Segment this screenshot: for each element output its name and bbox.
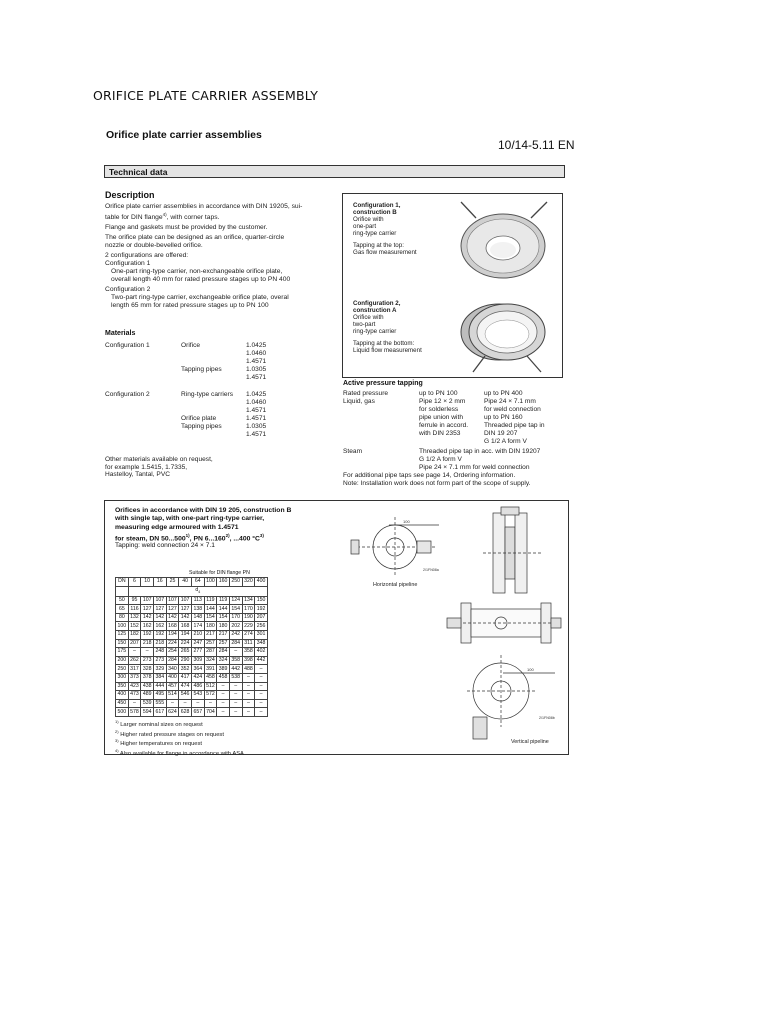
materials-heading: Materials xyxy=(105,330,136,337)
table-cell: 144 xyxy=(206,605,215,612)
table-cell: 400 xyxy=(117,691,127,698)
table-cell: 265 xyxy=(180,648,190,655)
table-cell: 657 xyxy=(193,708,203,715)
table-cell: 125 xyxy=(117,631,127,638)
table-cell: 555 xyxy=(155,700,165,707)
table-subheader-row xyxy=(116,586,268,596)
table-cell: 107 xyxy=(168,596,177,603)
table-cell: 617 xyxy=(155,708,165,715)
table-cell: 458 xyxy=(206,674,215,681)
table-cell: 398 xyxy=(244,657,253,664)
table-cell: – xyxy=(179,699,192,708)
table-cell: – xyxy=(229,699,242,708)
table-cell: – xyxy=(255,673,268,682)
table-cell: – xyxy=(242,708,255,717)
table-cell: 210 xyxy=(193,631,203,638)
tapping-note: Tapping: weld connection 24 × 7.1 xyxy=(115,542,215,549)
table-subheader-cell: $d_4$ xyxy=(128,586,267,596)
dim-label-a: 100 xyxy=(403,519,410,524)
table-cell: 218 xyxy=(142,639,152,646)
table-cell: 473 xyxy=(130,691,139,698)
table-cell: 256 xyxy=(256,622,266,629)
table-cell: – xyxy=(217,691,230,700)
table-cell: 402 xyxy=(256,648,266,655)
table-cell: 423 xyxy=(130,682,139,689)
table-header-cell: 160 xyxy=(218,578,228,585)
table-row xyxy=(116,613,268,622)
table-cell: – xyxy=(255,691,268,700)
table-cell: – xyxy=(128,699,141,708)
table-cell: 154 xyxy=(206,614,215,621)
dim-label-b: 100 xyxy=(527,667,534,672)
table-cell: 162 xyxy=(142,622,152,629)
table-cell: 488 xyxy=(244,665,253,672)
doc-code: 10/14-5.11 EN xyxy=(498,138,575,152)
fig-code-b: 2/1FN08b xyxy=(539,716,555,720)
table-cell: 107 xyxy=(180,596,190,603)
table-cell: 317 xyxy=(130,665,139,672)
table-row xyxy=(116,631,268,640)
lower-title: Orifices in accordance with DIN 19 205, construction B with single tap, with one-part ring-type carrier, measuring edge armoured with 1.4571 for steam, DN 50...500$^{1)}$, PN 6...160$^{2)}$, ...400 $^\circ C^{3)}$ xyxy=(115,507,292,543)
table-cell: 309 xyxy=(193,657,203,664)
table-cell: – xyxy=(255,708,268,717)
table-cell: 514 xyxy=(168,691,177,698)
doc-title: Orifice plate carrier assemblies xyxy=(106,129,262,141)
table-cell: 417 xyxy=(180,674,190,681)
table-cell: 373 xyxy=(130,674,139,681)
table-cell: 539 xyxy=(142,700,152,707)
table-cell: – xyxy=(128,648,141,657)
table-cell: 254 xyxy=(168,648,177,655)
configuration-figure xyxy=(342,193,563,378)
description-heading: Description xyxy=(105,190,155,200)
table-cell: 257 xyxy=(218,639,228,646)
table-cell: – xyxy=(229,708,242,717)
table-cell: 144 xyxy=(218,605,228,612)
table-cell: – xyxy=(255,682,268,691)
table-cell: 217 xyxy=(206,631,215,638)
table-cell: 168 xyxy=(180,622,190,629)
table-cell: 438 xyxy=(142,682,152,689)
table-cell: 458 xyxy=(218,674,228,681)
table-row xyxy=(116,605,268,614)
table-cell: 217 xyxy=(218,631,228,638)
table-cell: 170 xyxy=(231,614,241,621)
table-cell: 594 xyxy=(142,708,152,715)
table-cell: 391 xyxy=(206,665,215,672)
table-cell: 170 xyxy=(244,605,253,612)
table-cell: 262 xyxy=(130,657,139,664)
table-header-cell: 250 xyxy=(231,578,241,585)
table-header-cell: 100 xyxy=(206,578,215,585)
table-cell: 194 xyxy=(180,631,190,638)
table-cell: – xyxy=(255,665,268,674)
page-heading: ORIFICE PLATE CARRIER ASSEMBLY xyxy=(93,88,319,103)
table-cell: 138 xyxy=(193,605,203,612)
table-cell: 273 xyxy=(142,657,152,664)
table-cell: 442 xyxy=(231,665,241,672)
config1-text: Configuration 1, construction B Orifice with one-part ring-type carrier Tapping at the top: Gas flow measurement xyxy=(353,202,417,256)
table-cell: 287 xyxy=(206,648,215,655)
table-cell: 389 xyxy=(218,665,228,672)
table-cell: 200 xyxy=(117,657,127,664)
table-cell: 127 xyxy=(168,605,177,612)
table-cell: 150 xyxy=(256,596,266,603)
table-cell: 229 xyxy=(244,622,253,629)
table-cell: – xyxy=(229,682,242,691)
table-cell: 190 xyxy=(244,614,253,621)
table-cell: 324 xyxy=(218,657,228,664)
table-row xyxy=(116,596,268,605)
table-cell: 457 xyxy=(168,682,177,689)
table-cell: 364 xyxy=(193,665,203,672)
table-cell: 578 xyxy=(130,708,139,715)
table-cell: 284 xyxy=(231,639,241,646)
dimensions-table xyxy=(115,577,268,717)
table-cell: 127 xyxy=(180,605,190,612)
table-row xyxy=(116,622,268,631)
description-text: Orifice plate carrier assemblies in accordance with DIN 19205, sui- table for DIN flange$^{4)}$, with corner taps. Flange and gaskets must be provided by the customer. The orifice plate can be designed as an orifice, quarter-circle nozzle or double-bevelled orifice. 2 configurations are offered: Configuration 1 One-part ring-type carrier, non-exchangeable orifice plate, overall length 40 mm for rated pressure stages up to PN 400 Configuration 2 Two-part ring-type carrier, exchangeable orifice plate, overal length 65 mm for rated pressure stages up to PN 100 xyxy=(105,203,303,310)
table-cell: – xyxy=(242,682,255,691)
table-cell: 150 xyxy=(117,639,127,646)
table-cell: 500 xyxy=(117,708,127,715)
table-cell: 489 xyxy=(142,691,152,698)
table-cell: 207 xyxy=(130,639,139,646)
table-cell: 378 xyxy=(142,674,152,681)
table-cell: 207 xyxy=(256,614,266,621)
table-cell: 474 xyxy=(180,682,190,689)
table-cell: – xyxy=(204,699,217,708)
table-cell: 311 xyxy=(242,639,255,648)
active-pressure-heading: Active pressure tapping xyxy=(343,380,423,387)
table-cell: 486 xyxy=(193,682,203,689)
table-header-cell: 40 xyxy=(179,578,192,587)
technical-data-bar: Technical data xyxy=(104,165,565,178)
table-cell: 300 xyxy=(117,674,127,681)
table-cell: 546 xyxy=(180,691,190,698)
table-cell: – xyxy=(191,699,204,708)
table-cell: 175 xyxy=(117,648,127,655)
fig-code-a: 2/1FN08a xyxy=(423,568,439,572)
table-cell: 127 xyxy=(142,605,152,612)
table-cell: 194 xyxy=(168,631,177,638)
datasheet-lower xyxy=(104,500,569,758)
table-cell: 113 xyxy=(191,596,204,605)
table-row xyxy=(116,673,268,682)
table-cell: 192 xyxy=(142,631,152,638)
table-cell: 444 xyxy=(155,682,165,689)
table-cell: 348 xyxy=(256,639,266,646)
table-header-cell: DN xyxy=(116,578,129,587)
table-cell: 538 xyxy=(231,674,241,681)
table-cell: 134 xyxy=(244,596,253,603)
table-cell: 495 xyxy=(155,691,165,698)
table-cell: 192 xyxy=(256,605,266,612)
table-cell: 512 xyxy=(206,682,215,689)
table-header-cell: 6 xyxy=(128,578,141,587)
table-cell: 142 xyxy=(168,614,177,621)
table-cell: 107 xyxy=(155,596,165,603)
table-cell: 154 xyxy=(231,605,241,612)
table-cell: 162 xyxy=(155,622,165,629)
table-cell: 80 xyxy=(116,613,129,622)
horizontal-pipeline-label: Horizontal pipeline xyxy=(373,582,418,588)
table-header-row xyxy=(116,578,268,587)
config2-ring-image xyxy=(449,296,559,376)
table-row xyxy=(116,656,268,665)
table-header-cell: 320 xyxy=(244,578,253,585)
table-row xyxy=(116,708,268,717)
table-cell: 624 xyxy=(168,708,177,715)
table-cell: 119 xyxy=(204,596,217,605)
table-cell: – xyxy=(255,699,268,708)
table-cell: 350 xyxy=(117,682,127,689)
table-cell: 119 xyxy=(217,596,230,605)
table-cell: – xyxy=(166,699,179,708)
materials-list: Configuration 1 Orifice 1.0425 1.0460 1.4571 Tapping pipes 1.0305 1.4571 Configuration 2 Ring-type carriers 1.0425 1.0460 1.4571 Orifice plate 1.4571 Tapping pipes 1.0305 1.4571 xyxy=(105,342,267,438)
table-cell: 242 xyxy=(231,631,241,638)
table-cell: 65 xyxy=(116,605,129,614)
table-cell: 142 xyxy=(142,614,152,621)
table-subheader-blank xyxy=(116,586,129,596)
table-cell: 95 xyxy=(128,596,141,605)
table-cell: – xyxy=(242,673,255,682)
table-cell: 124 xyxy=(231,596,241,603)
vertical-pipeline-label: Vertical pipeline xyxy=(511,739,549,745)
technical-drawings xyxy=(343,505,565,751)
table-row xyxy=(116,691,268,700)
table-header-cell: 16 xyxy=(153,578,166,587)
table-cell: 247 xyxy=(193,639,203,646)
config2-text: Configuration 2, construction A Orifice with two-part ring-type carrier Tapping at the bottom: Liquid flow measurement xyxy=(353,300,422,354)
table-row xyxy=(116,699,268,708)
footnotes: $^{1)}$ Larger nominal sizes on request $^{2)}$ Higher rated pressure stages on request $^{3)}$ Higher temperatures on request $^{4)}$ Also available for flange in accordance with ASA xyxy=(115,719,244,758)
table-cell: 442 xyxy=(256,657,266,664)
table-cell: 628 xyxy=(180,708,190,715)
table-cell: 132 xyxy=(130,614,139,621)
table-cell: – xyxy=(217,699,230,708)
table-header-cell: 25 xyxy=(166,578,179,587)
table-cell: 174 xyxy=(193,622,203,629)
table-cell: 324 xyxy=(206,657,215,664)
table-cell: 154 xyxy=(218,614,228,621)
table-cell: 142 xyxy=(180,614,190,621)
table-row xyxy=(116,665,268,674)
table-cell: 340 xyxy=(168,665,177,672)
table-row xyxy=(116,682,268,691)
table-cell: 100 xyxy=(117,622,127,629)
table-cell: – xyxy=(229,648,242,657)
table-cell: 142 xyxy=(155,614,165,621)
table-row xyxy=(116,648,268,657)
table-cell: 352 xyxy=(180,665,190,672)
table-cell: 116 xyxy=(128,605,141,614)
table-cell: 284 xyxy=(168,657,177,664)
table-cell: 277 xyxy=(193,648,203,655)
table-header-cell: 10 xyxy=(141,578,154,587)
other-materials: Other materials available on request, for example 1.5415, 1.7335, Hastelloy, Tantal, PVC xyxy=(105,456,213,478)
table-cell: 152 xyxy=(130,622,139,629)
table-cell: 107 xyxy=(142,596,152,603)
table-cell: 182 xyxy=(130,631,139,638)
table-cell: 50 xyxy=(116,596,129,605)
table-cell: 192 xyxy=(155,631,165,638)
table-cell: 218 xyxy=(155,639,165,646)
table-caption: Suitable for DIN flange PN xyxy=(189,570,250,576)
table-cell: 180 xyxy=(206,622,215,629)
table-cell: – xyxy=(217,682,230,691)
table-cell: 257 xyxy=(206,639,215,646)
table-cell: 274 xyxy=(244,631,253,638)
table-cell: – xyxy=(141,648,154,657)
table-cell: 202 xyxy=(231,622,241,629)
table-cell: 358 xyxy=(231,657,241,664)
table-cell: 273 xyxy=(155,657,165,664)
table-header-cell: 400 xyxy=(256,578,266,585)
table-cell: 543 xyxy=(193,691,203,698)
table-cell: 250 xyxy=(117,665,127,672)
table-cell: 329 xyxy=(155,665,165,672)
table-cell: 248 xyxy=(155,648,165,655)
table-cell: 290 xyxy=(180,657,190,664)
table-cell: 168 xyxy=(168,622,177,629)
table-cell: 358 xyxy=(244,648,253,655)
table-row xyxy=(116,639,268,648)
table-cell: 301 xyxy=(256,631,266,638)
table-cell: 224 xyxy=(168,639,177,646)
table-cell: – xyxy=(217,708,230,717)
table-cell: 328 xyxy=(142,665,152,672)
table-cell: 572 xyxy=(206,691,215,698)
table-cell: 127 xyxy=(155,605,165,612)
table-cell: 224 xyxy=(180,639,190,646)
active-pressure-table: Rated pressure up to PN 100 up to PN 400 Liquid, gas Pipe 12 × 2 mm Pipe 24 × 7.1 mm for solderless for weld connection pipe union with up to PN 160 ferrule in accord. Threaded pipe tap in with DIN 2353 DIN 19 207 G 1/2 A form V Steam Threaded pipe tap in acc. with DIN 19207 G 1/2 A form V Pipe 24 × 7.1 mm for weld connection For additional pipe taps see page 14, Ordering information. Note: Installation work does not form part of the scope of supply. xyxy=(343,390,545,487)
table-cell: 180 xyxy=(218,622,228,629)
table-cell: 384 xyxy=(155,674,165,681)
table-cell: 284 xyxy=(218,648,228,655)
table-cell: – xyxy=(242,699,255,708)
table-cell: 450 xyxy=(117,700,127,707)
table-cell: – xyxy=(229,691,242,700)
table-cell: – xyxy=(242,691,255,700)
table-header-cell: 64 xyxy=(191,578,204,587)
table-cell: 424 xyxy=(193,674,203,681)
table-cell: 704 xyxy=(206,708,215,715)
datasheet-upper xyxy=(96,118,578,498)
table-cell: 400 xyxy=(168,674,177,681)
config1-ring-image xyxy=(451,198,559,286)
table-cell: 148 xyxy=(193,614,203,621)
